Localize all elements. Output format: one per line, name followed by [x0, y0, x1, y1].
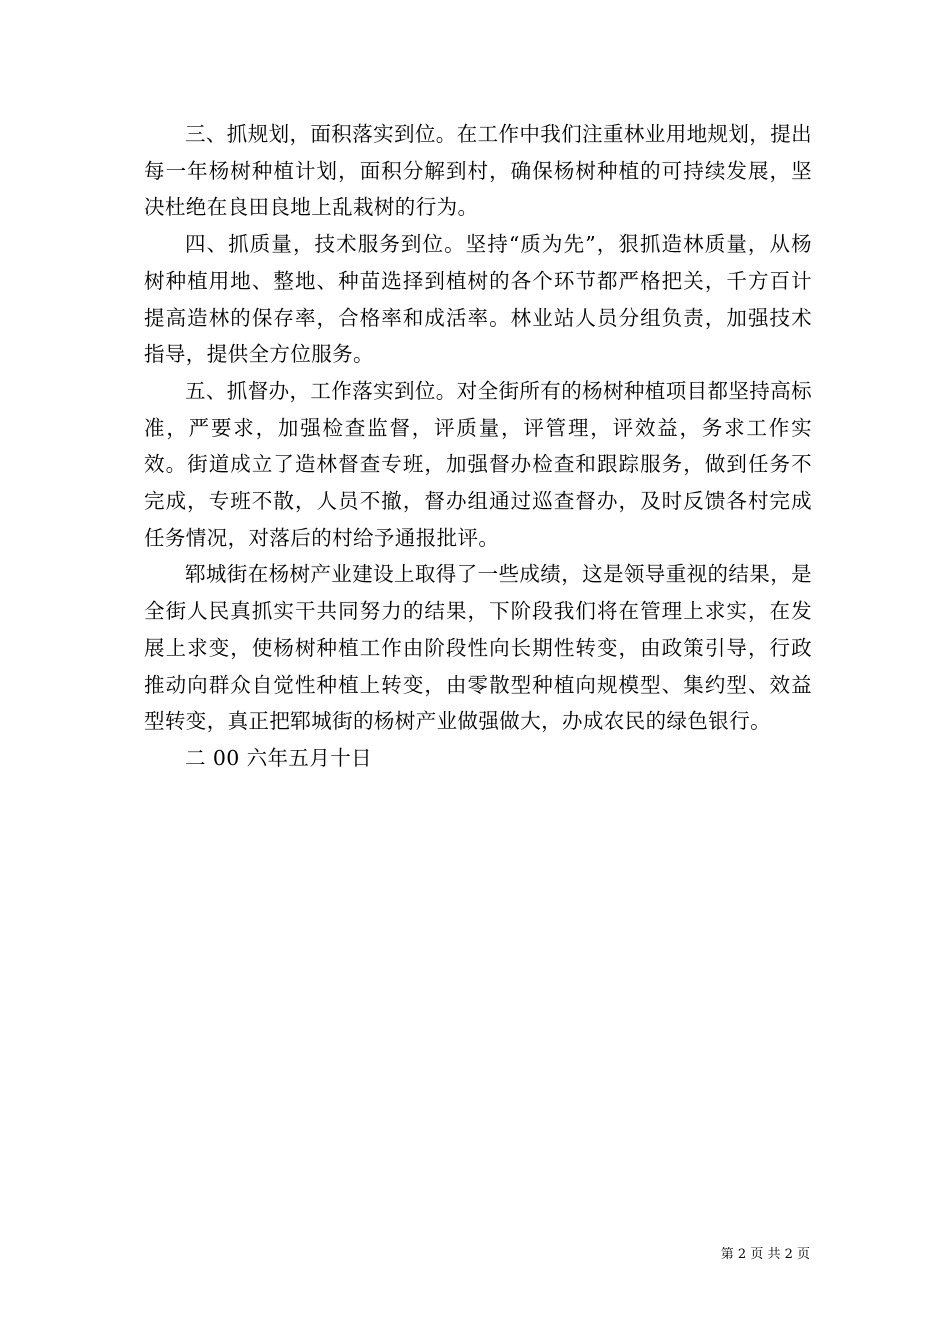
paragraph-summary: 郓城街在杨树产业建设上取得了一些成绩，这是领导重视的结果，是全街人民真抓实干共同努力的结果，下阶段我们将在管理上求实，在发展上求变，使杨树种植工作由阶段性向长期性转变，由政策引导，行政推动向群众自觉性种植上转变，由零散型种植向规模型、集约型、效益型转变，真正把郓城街的杨树产业做强做大，办成农民的绿色银行。: [144, 562, 812, 734]
page-number-footer: 第 2 页 共 2 页: [720, 1247, 810, 1262]
document-date: 二 00 六年五月十日: [185, 745, 373, 770]
paragraph-quality: 四、抓质量，技术服务到位。坚持“质为先”，狠抓造林质量，从杨树种植用地、整地、种苗选择到植树的各个环节都严格把关，千方百计提高造林的保存率，合格率和成活率。林业站人员分组负责，加强技术指导，提供全方位服务。: [144, 232, 812, 367]
paragraph-planning: 三、抓规划，面积落实到位。在工作中我们注重林业用地规划，提出每一年杨树种植计划，面积分解到村，确保杨树种植的可持续发展，坚决杜绝在良田良地上乱栽树的行为。: [144, 122, 812, 220]
document-body: [144, 116, 812, 777]
paragraph-supervision: 五、抓督办，工作落实到位。对全街所有的杨树种植项目都坚持高标准，严要求，加强检查监督，评质量，评管理，评效益，务求工作实效。街道成立了造林督查专班，加强督办检查和跟踪服务，做到任务不完成，专班不散，人员不撤，督办组通过巡查督办，及时反馈各村完成任务情况，对落后的村给予通报批评。: [144, 378, 812, 550]
